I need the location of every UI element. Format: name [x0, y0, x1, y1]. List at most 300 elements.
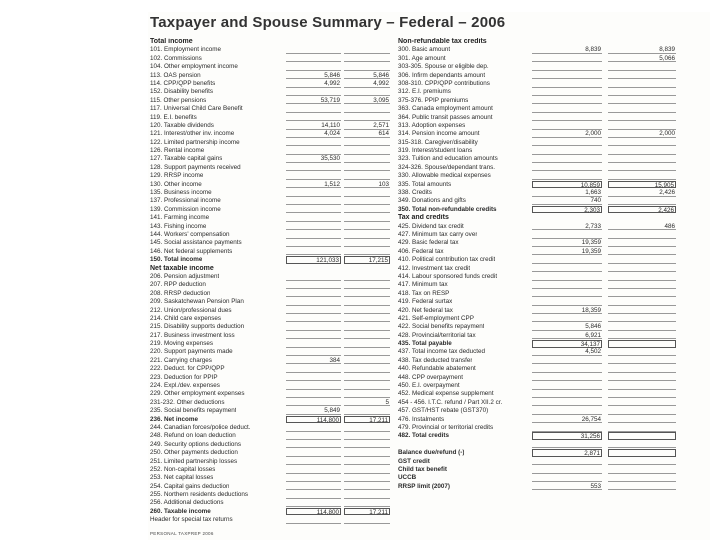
line-label: Child tax benefit — [398, 465, 447, 473]
line-item — [150, 155, 390, 163]
taxpayer-amount — [286, 449, 341, 457]
line-item — [150, 147, 390, 155]
line-label: 129. RRSP income — [150, 172, 204, 180]
line-item — [398, 365, 708, 373]
line-label: 324-326. Spouse/dependant trans. — [398, 163, 495, 171]
spouse-amount — [344, 516, 390, 524]
spouse-amount — [608, 248, 676, 256]
spouse-amount — [344, 323, 390, 331]
line-item — [398, 130, 708, 138]
line-label: 406. Federal tax — [398, 247, 444, 255]
line-item — [398, 105, 708, 113]
line-label: 143. Fishing income — [150, 222, 207, 230]
line-label: 454 - 456. I.T.C. refund / Part XII.2 cr. — [398, 398, 503, 406]
line-label: 418. Tax on RESP — [398, 289, 450, 297]
spouse-amount — [344, 474, 390, 482]
line-item — [398, 332, 708, 340]
line-item — [150, 181, 390, 189]
line-label: 102. Commissions — [150, 54, 202, 62]
line-item — [398, 374, 708, 382]
spouse-amount — [344, 139, 390, 147]
spouse-amount — [608, 114, 676, 122]
line-label: 219. Moving expenses — [150, 340, 214, 348]
line-item — [150, 197, 390, 205]
line-label: 222. Deduct. for CPP/QPP — [150, 365, 225, 373]
spouse-amount — [608, 348, 676, 356]
line-item — [398, 298, 708, 306]
taxpayer-amount — [532, 63, 602, 71]
taxpayer-amount: 2,303 — [532, 206, 602, 214]
line-label: 420. Net federal tax — [398, 306, 453, 314]
spouse-amount — [344, 441, 390, 449]
taxpayer-amount: 31,256 — [532, 432, 602, 440]
taxpayer-amount: 4,502 — [532, 348, 602, 356]
taxpayer-amount — [286, 340, 341, 348]
taxpayer-amount — [532, 97, 602, 105]
line-item — [398, 315, 708, 323]
taxpayer-amount — [532, 72, 602, 80]
line-item — [150, 441, 390, 449]
page-title: Taxpayer and Spouse Summary – Federal – 2006 — [150, 14, 506, 31]
spouse-amount — [344, 189, 390, 197]
line-item — [398, 273, 708, 281]
line-label: 364. Public transit passes amount — [398, 113, 493, 121]
taxpayer-amount — [286, 46, 341, 54]
taxpayer-amount — [532, 466, 602, 474]
line-label: Header for special tax returns — [150, 516, 233, 524]
line-label: 375-376. PPIP premiums — [398, 96, 469, 104]
spouse-amount — [608, 273, 676, 281]
taxpayer-amount — [532, 399, 602, 407]
line-label: 315-318. Caregiver/disability — [398, 138, 478, 146]
taxpayer-amount: 114,800 — [286, 508, 341, 516]
line-item — [398, 164, 708, 172]
taxpayer-amount — [532, 273, 602, 281]
spouse-amount: 2,571 — [344, 122, 390, 130]
taxpayer-amount: 553 — [532, 483, 602, 491]
taxpayer-amount — [286, 432, 341, 440]
taxpayer-amount — [286, 139, 341, 147]
line-label: 152. Disability benefits — [150, 88, 214, 96]
line-item — [150, 214, 390, 222]
taxpayer-amount: 34,137 — [532, 340, 602, 348]
taxpayer-amount: 5,846 — [532, 323, 602, 331]
line-label: 414. Labour sponsored funds credit — [398, 272, 498, 280]
taxpayer-amount — [532, 298, 602, 306]
line-item — [398, 407, 708, 415]
taxpayer-amount: 10,859 — [532, 181, 602, 189]
line-item — [398, 80, 708, 88]
taxpayer-amount: 26,754 — [532, 416, 602, 424]
spouse-amount — [344, 307, 390, 315]
taxpayer-amount — [286, 458, 341, 466]
spouse-amount — [608, 357, 676, 365]
line-item — [398, 88, 708, 96]
taxpayer-amount — [532, 265, 602, 273]
taxpayer-amount — [286, 248, 341, 256]
line-item — [398, 382, 708, 390]
line-item — [150, 55, 390, 63]
line-item — [398, 281, 708, 289]
line-label: 323. Tuition and education amounts — [398, 155, 498, 163]
taxpayer-amount — [532, 382, 602, 390]
line-label: 248. Refund on loan deduction — [150, 432, 236, 440]
line-item — [150, 273, 390, 281]
line-label: 422. Social benefits repayment — [398, 323, 485, 331]
line-label: 314. Pension income amount — [398, 130, 480, 138]
taxpayer-amount: 53,719 — [286, 97, 341, 105]
spouse-amount — [344, 214, 390, 222]
taxpayer-amount — [286, 483, 341, 491]
line-label: 104. Other employment income — [150, 63, 238, 71]
spouse-amount — [344, 206, 390, 214]
taxpayer-amount — [286, 323, 341, 331]
taxpayer-amount: 2,000 — [532, 130, 602, 138]
spouse-amount: 17,215 — [344, 256, 390, 264]
spouse-amount — [608, 458, 676, 466]
line-item — [398, 307, 708, 315]
spouse-amount — [344, 390, 390, 398]
spouse-amount — [344, 407, 390, 415]
line-label: 412. Investment tax credit — [398, 264, 471, 272]
line-item — [398, 231, 708, 239]
line-item — [398, 223, 708, 231]
line-item — [150, 357, 390, 365]
line-label: 220. Support payments made — [150, 348, 233, 356]
line-label: 229. Other employment expenses — [150, 390, 245, 398]
line-label: Non-refundable tax credits — [398, 38, 487, 45]
line-item — [150, 189, 390, 197]
spouse-amount: 5,846 — [344, 72, 390, 80]
line-item — [150, 290, 390, 298]
line-item — [398, 55, 708, 63]
line-label: 139. Commission income — [150, 205, 221, 213]
spouse-amount — [344, 172, 390, 180]
spouse-amount — [608, 147, 676, 155]
line-item — [150, 139, 390, 147]
line-label: Balance due/refund (-) — [398, 449, 465, 457]
taxpayer-amount — [532, 122, 602, 130]
line-item — [150, 88, 390, 96]
line-label: 117. Universal Child Care Benefit — [150, 105, 243, 113]
line-label: 208. RRSP deduction — [150, 289, 211, 297]
line-item — [398, 390, 708, 398]
spouse-amount — [344, 114, 390, 122]
spouse-amount — [608, 407, 676, 415]
line-label: 435. Total payable — [398, 340, 452, 348]
line-item — [150, 281, 390, 289]
section-header — [398, 214, 708, 222]
line-item — [398, 239, 708, 247]
spouse-amount — [608, 474, 676, 482]
spouse-amount — [608, 399, 676, 407]
line-item — [150, 256, 390, 264]
taxpayer-amount — [286, 491, 341, 499]
line-item — [150, 424, 390, 432]
line-item — [150, 382, 390, 390]
line-item — [150, 80, 390, 88]
spouse-amount: 103 — [344, 181, 390, 189]
taxpayer-amount — [286, 231, 341, 239]
spouse-amount — [344, 298, 390, 306]
line-label: 122. Limited partnership income — [150, 138, 240, 146]
line-item — [398, 441, 708, 449]
line-label: 301. Age amount — [398, 54, 446, 62]
line-item — [150, 491, 390, 499]
line-item — [398, 449, 708, 457]
line-item — [398, 197, 708, 205]
taxpayer-amount: 4,024 — [286, 130, 341, 138]
spouse-amount — [344, 357, 390, 365]
taxpayer-amount: 14,110 — [286, 122, 341, 130]
line-item — [150, 298, 390, 306]
spouse-amount — [344, 155, 390, 163]
line-item — [398, 72, 708, 80]
line-item — [150, 114, 390, 122]
line-item — [398, 474, 708, 482]
spouse-amount — [344, 491, 390, 499]
taxpayer-amount — [532, 357, 602, 365]
spouse-amount — [344, 424, 390, 432]
line-label: 249. Security options deductions — [150, 440, 242, 448]
taxpayer-amount — [286, 105, 341, 113]
line-label: 429. Basic federal tax — [398, 239, 459, 247]
line-item — [150, 516, 390, 524]
taxpayer-amount — [532, 290, 602, 298]
line-label: 300. Basic amount — [398, 46, 451, 54]
line-label: 217. Business investment loss — [150, 331, 235, 339]
line-item — [150, 390, 390, 398]
taxpayer-amount: 35,530 — [286, 155, 341, 163]
spouse-amount — [608, 164, 676, 172]
line-item — [150, 332, 390, 340]
line-label: 482. Total credits — [398, 432, 449, 440]
spouse-amount — [608, 80, 676, 88]
taxpayer-amount — [532, 114, 602, 122]
line-label: 121. Interest/other inv. income — [150, 130, 235, 138]
line-item — [398, 155, 708, 163]
taxpayer-amount — [532, 441, 602, 449]
line-label: 308-310. CPP/QPP contributions — [398, 79, 490, 87]
spouse-amount — [608, 365, 676, 373]
taxpayer-amount — [286, 390, 341, 398]
line-item — [398, 265, 708, 273]
spouse-amount: 3,095 — [344, 97, 390, 105]
line-item — [150, 449, 390, 457]
line-item — [150, 164, 390, 172]
taxpayer-amount — [286, 55, 341, 63]
line-label: 235. Social benefits repayment — [150, 407, 237, 415]
line-item — [150, 323, 390, 331]
line-item — [398, 483, 708, 491]
taxpayer-amount: 19,359 — [532, 239, 602, 247]
line-item — [150, 458, 390, 466]
spouse-amount — [344, 374, 390, 382]
line-item — [150, 97, 390, 105]
taxpayer-amount — [532, 424, 602, 432]
taxpayer-amount — [532, 147, 602, 155]
spouse-amount — [608, 332, 676, 340]
line-label: GST credit — [398, 457, 430, 465]
spouse-amount — [344, 466, 390, 474]
spouse-amount — [344, 449, 390, 457]
spouse-amount — [344, 458, 390, 466]
spouse-amount: 486 — [608, 223, 676, 231]
line-item — [398, 46, 708, 54]
taxpayer-amount — [532, 281, 602, 289]
taxpayer-amount: 8,839 — [532, 46, 602, 54]
line-item — [398, 97, 708, 105]
taxpayer-amount: 2,733 — [532, 223, 602, 231]
taxpayer-amount — [286, 164, 341, 172]
spouse-amount — [608, 374, 676, 382]
taxpayer-amount — [286, 189, 341, 197]
spouse-amount — [608, 298, 676, 306]
spouse-amount: 15,905 — [608, 181, 676, 189]
taxpayer-amount: 384 — [286, 357, 341, 365]
taxpayer-amount — [286, 332, 341, 340]
line-item — [398, 147, 708, 155]
line-label: 101. Employment income — [150, 46, 222, 54]
taxpayer-amount — [532, 80, 602, 88]
taxpayer-amount — [286, 424, 341, 432]
line-label: 255. Northern residents deductions — [150, 491, 249, 499]
line-label: 141. Farming income — [150, 214, 210, 222]
spouse-amount — [608, 432, 676, 440]
line-label: 236. Net income — [150, 415, 198, 423]
line-label: 126. Rental income — [150, 147, 205, 155]
spouse-amount: 17,211 — [344, 508, 390, 516]
line-item — [398, 63, 708, 71]
taxpayer-amount: 5,846 — [286, 72, 341, 80]
spouse-amount — [608, 231, 676, 239]
line-label: 330. Allowable medical expenses — [398, 172, 491, 180]
taxpayer-amount — [532, 407, 602, 415]
line-label: 137. Professional income — [150, 197, 221, 205]
line-item — [150, 466, 390, 474]
line-item — [398, 466, 708, 474]
line-label: 437. Total income tax deducted — [398, 348, 486, 356]
spouse-amount — [608, 441, 676, 449]
taxpayer-amount — [532, 88, 602, 96]
line-item — [150, 63, 390, 71]
line-label: 130. Other income — [150, 180, 202, 188]
line-label: 231-232. Other deductions — [150, 398, 225, 406]
taxpayer-amount — [286, 88, 341, 96]
line-item — [398, 348, 708, 356]
taxpayer-amount — [532, 315, 602, 323]
line-label: 438. Tax deducted transfer — [398, 356, 473, 364]
taxpayer-amount — [286, 298, 341, 306]
spouse-amount — [608, 449, 676, 457]
spouse-amount — [608, 290, 676, 298]
line-item — [150, 483, 390, 491]
spouse-amount — [608, 483, 676, 491]
line-label: 303-305. Spouse or eligible dep. — [398, 63, 489, 71]
line-label: 313. Adoption expenses — [398, 121, 466, 129]
taxpayer-amount — [286, 290, 341, 298]
line-item — [150, 340, 390, 348]
line-item — [150, 206, 390, 214]
line-item — [398, 181, 708, 189]
taxpayer-amount — [532, 172, 602, 180]
line-label: 206. Pension adjustment — [150, 272, 220, 280]
line-item — [398, 189, 708, 197]
spouse-amount — [608, 323, 676, 331]
taxpayer-amount — [286, 382, 341, 390]
taxpayer-amount — [286, 147, 341, 155]
taxpayer-amount — [286, 114, 341, 122]
line-label: 251. Limited partnership losses — [150, 457, 238, 465]
taxpayer-amount — [286, 172, 341, 180]
spouse-amount — [344, 365, 390, 373]
line-label: RRSP limit (2007) — [398, 482, 451, 490]
line-label: 428. Provincial/territorial tax — [398, 331, 476, 339]
spouse-amount: 614 — [344, 130, 390, 138]
line-label: 419. Federal surtax — [398, 298, 453, 306]
taxpayer-amount: 18,359 — [532, 307, 602, 315]
line-item — [150, 72, 390, 80]
section-header — [398, 38, 708, 46]
spouse-amount — [608, 239, 676, 247]
right-column — [398, 38, 708, 491]
spouse-amount — [344, 499, 390, 507]
line-label: 421. Self-employment CPP — [398, 314, 474, 322]
taxpayer-amount — [286, 466, 341, 474]
spouse-amount — [608, 340, 676, 348]
line-item — [398, 248, 708, 256]
line-item — [150, 374, 390, 382]
line-label: 350. Total non-refundable credits — [398, 205, 497, 213]
spouse-amount — [608, 265, 676, 273]
line-label: 212. Union/professional dues — [150, 306, 232, 314]
taxpayer-amount — [286, 63, 341, 71]
taxpayer-amount: 5,849 — [286, 407, 341, 415]
spouse-amount — [344, 340, 390, 348]
taxpayer-amount: 4,992 — [286, 80, 341, 88]
spouse-amount: 4,992 — [344, 80, 390, 88]
line-label: Total income — [150, 38, 193, 45]
line-label: 150. Total income — [150, 256, 203, 264]
spouse-amount — [344, 432, 390, 440]
line-item — [150, 407, 390, 415]
spouse-amount — [344, 63, 390, 71]
taxpayer-amount — [286, 374, 341, 382]
line-label: 145. Social assistance payments — [150, 239, 242, 247]
line-item — [398, 172, 708, 180]
spouse-amount: 2,426 — [608, 206, 676, 214]
line-label: 410. Political contribution tax credit — [398, 256, 496, 264]
spouse-amount — [344, 55, 390, 63]
line-label: 319. Interest/student loans — [398, 147, 473, 155]
taxpayer-amount — [532, 256, 602, 264]
line-item — [398, 399, 708, 407]
line-label: 363. Canada employment amount — [398, 105, 493, 113]
line-label: 448. CPP overpayment — [398, 373, 463, 381]
taxpayer-amount: 1,663 — [532, 189, 602, 197]
line-item — [398, 139, 708, 147]
spouse-amount — [344, 88, 390, 96]
spouse-amount — [344, 348, 390, 356]
taxpayer-amount — [286, 315, 341, 323]
line-item — [398, 206, 708, 214]
taxpayer-amount — [532, 374, 602, 382]
taxpayer-amount: 19,359 — [532, 248, 602, 256]
taxpayer-amount — [286, 348, 341, 356]
taxpayer-amount — [532, 365, 602, 373]
line-label: 146. Net federal supplements — [150, 247, 233, 255]
line-label: 127. Taxable capital gains — [150, 155, 223, 163]
